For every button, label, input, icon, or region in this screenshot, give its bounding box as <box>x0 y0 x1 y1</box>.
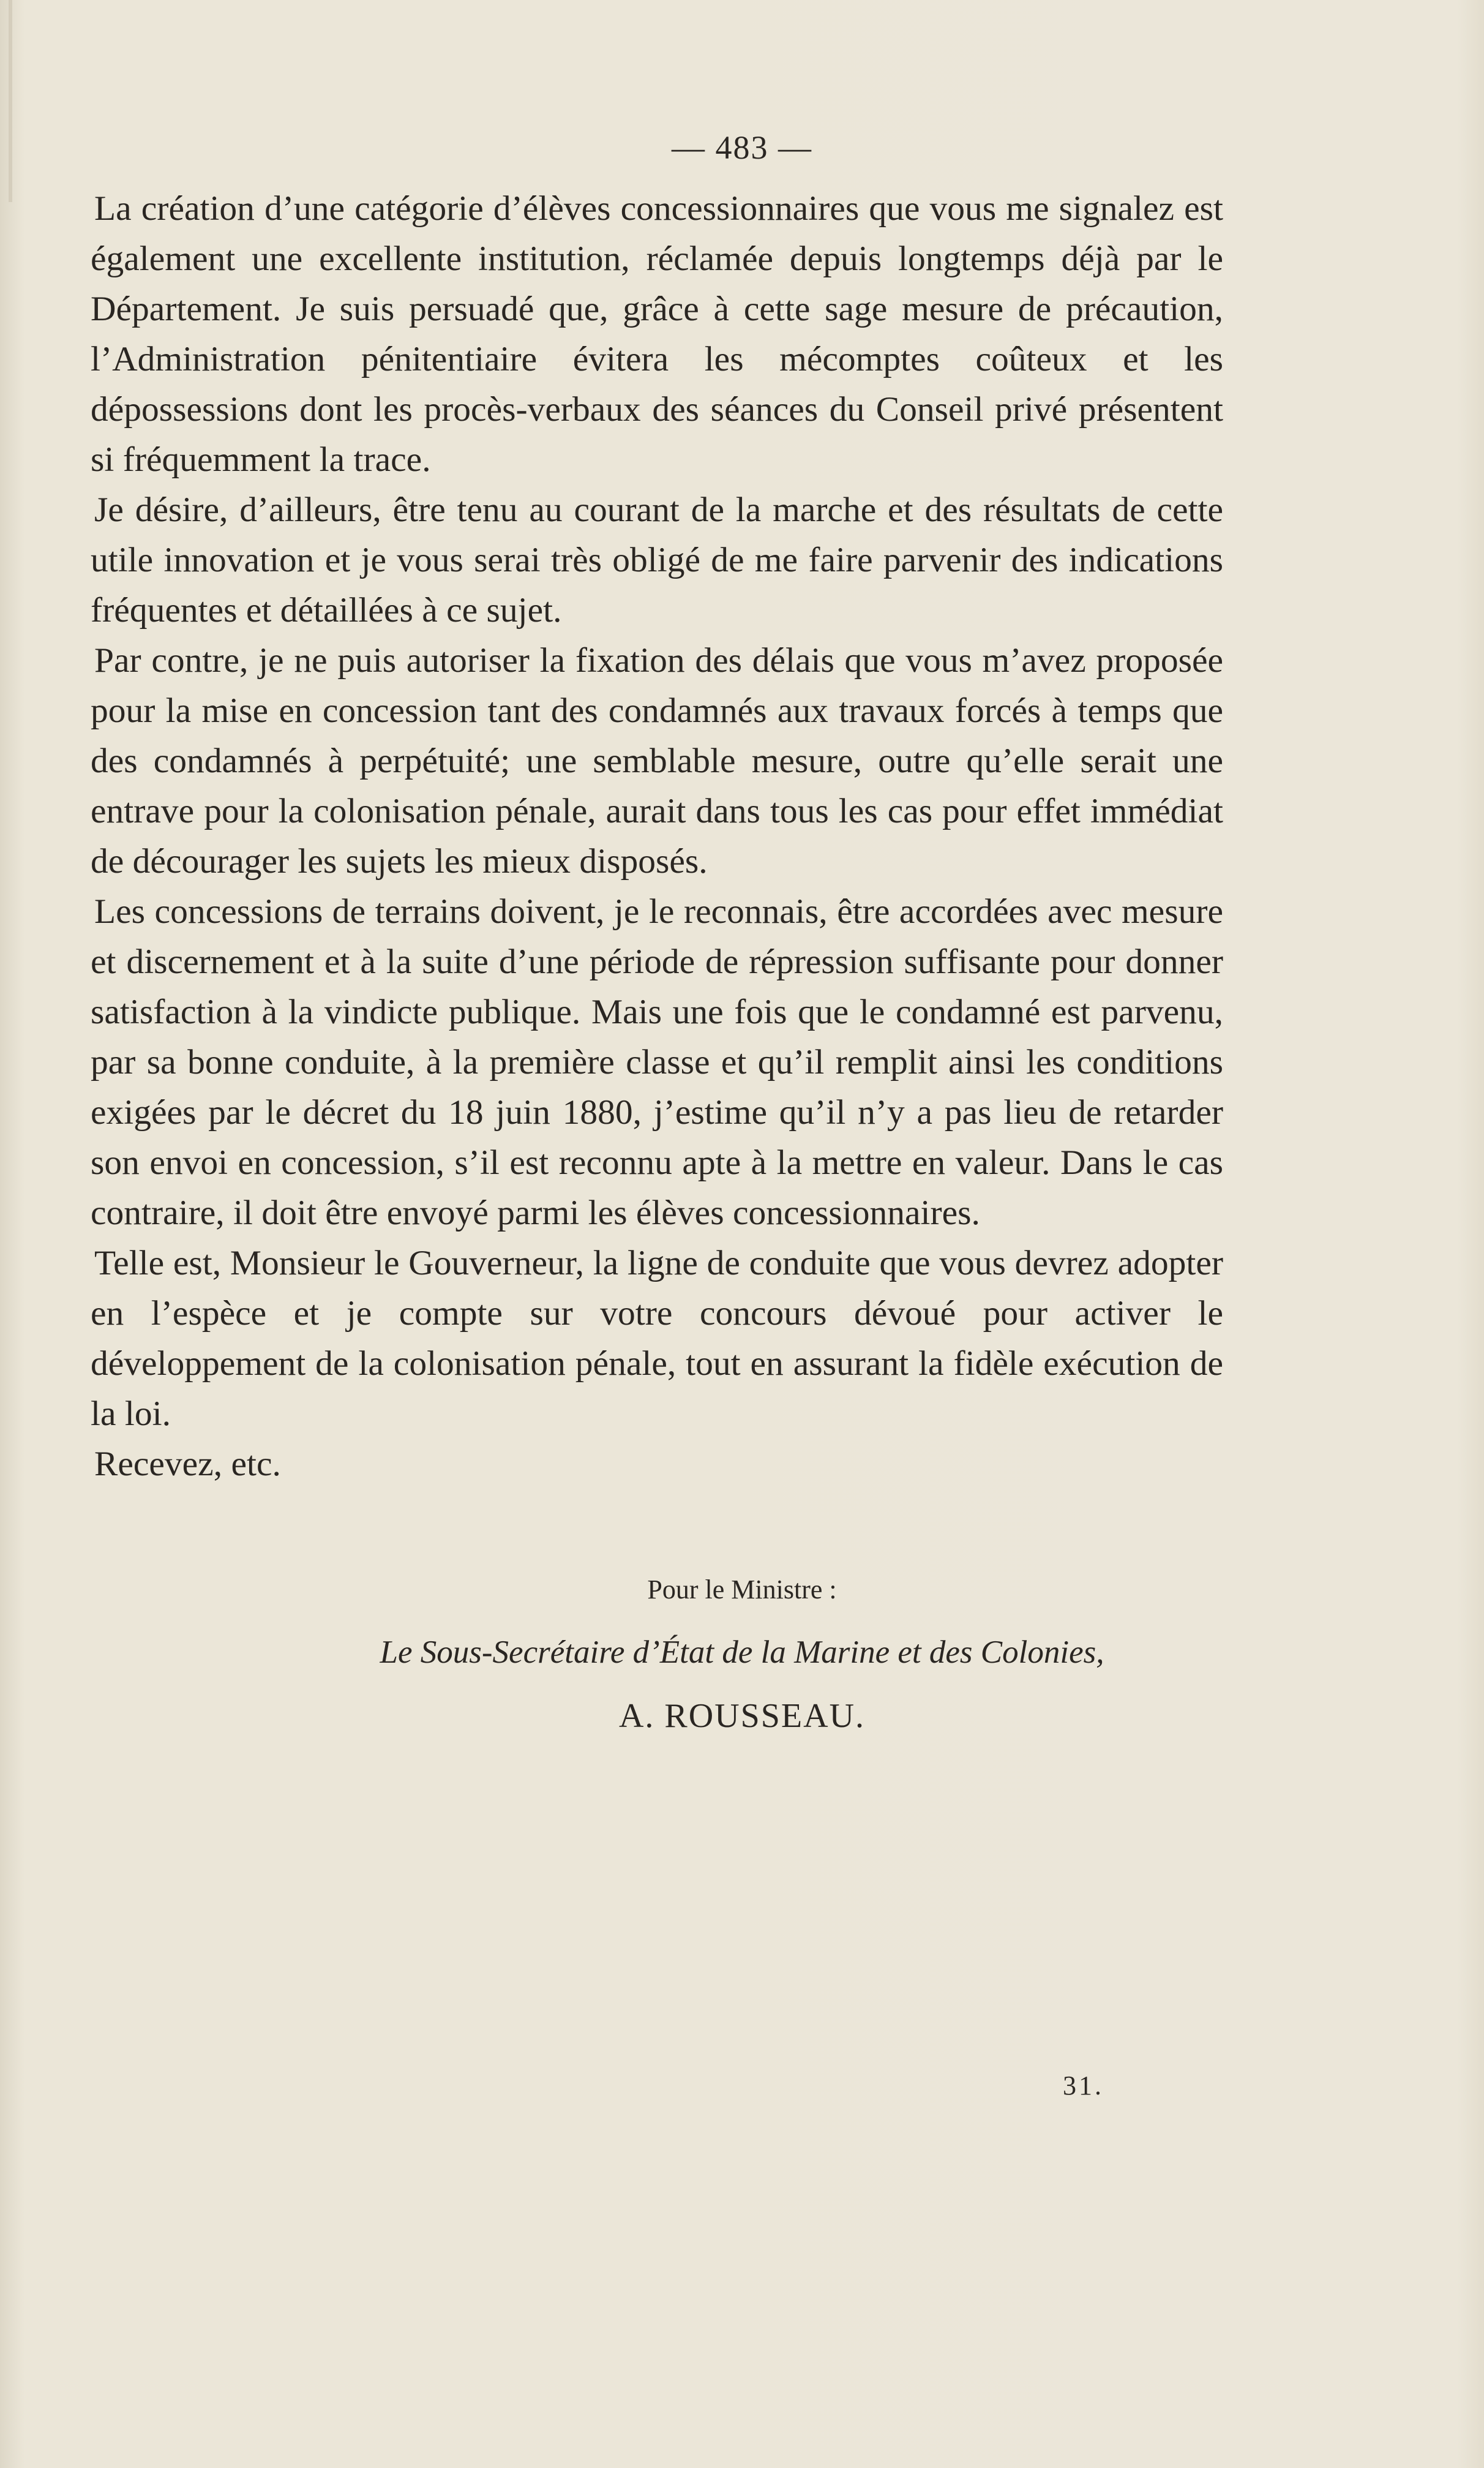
paragraph: Telle est, Monsieur le Gouverneur, la ligne de conduite que vous devrez adopter en l’espèce et je compte sur votre concours dévoué pour activer le développement de la colonisation pénale, tout en assurant la fidèle exécution de la loi. <box>91 1244 1223 1433</box>
paragraph: Les concessions de terrains doivent, je le reconnais, être accordées avec mesure et discernement et à la suite d’une période de répression suffisante pour donner satisfaction à la vindicte publique. Mais une fois que le condamné est parvenu, par sa bonne conduite, à la première classe et qu’il remplit ainsi les conditions exigées par le décret du 18 juin 1880, j’estime qu’il n’y a pas lieu de retarder son envoi en concession, s’il est reconnu apte à la mettre en valeur. Dans le cas contraire, il doit être envoyé parmi les élèves concessionnaires. <box>91 892 1223 1232</box>
paragraph: Je désire, d’ailleurs, être tenu au courant de la marche et des résultats de cette utile innovation et je vous serai très obligé de me faire parvenir des indications fréquentes et détaillées à ce sujet. <box>91 491 1223 630</box>
letter-body <box>91 184 1223 1489</box>
paragraph-closing: Recevez, etc. <box>94 1445 281 1483</box>
signature-name: A. ROUSSEAU. <box>618 1697 866 1735</box>
page-edge-shadow <box>9 0 12 202</box>
paragraph: La création d’une catégorie d’élèves concessionnaires que vous me signalez est également une excellente institution, réclamée depuis longtemps déjà par le Département. Je suis persuadé que, grâce à cette sage mesure de précaution, l’Administration pénitentiaire évitera les mécomptes coûteux et les dépossessions dont les procès-verbaux des séances du Conseil privé présentent si fréquemment la trace. <box>91 189 1223 479</box>
signature-intro: Pour le Ministre : <box>647 1574 837 1605</box>
paragraph: Par contre, je ne puis autoriser la fixation des délais que vous m’avez proposée pour la mise en concession tant des condamnés aux travaux forcés à temps que des condamnés à perpétuité; une semblable mesure, outre qu’elle serait une entrave pour la colonisation pénale, aurait dans tous les cas pour effet immédiat de décourager les sujets les mieux disposés. <box>91 641 1223 881</box>
page-number-header: — 483 — <box>672 129 812 166</box>
printer-signature-mark: 31. <box>1063 2071 1104 2101</box>
signature-title: Le Sous-Secrétaire d’État de la Marine et des Colonies, <box>380 1635 1104 1670</box>
